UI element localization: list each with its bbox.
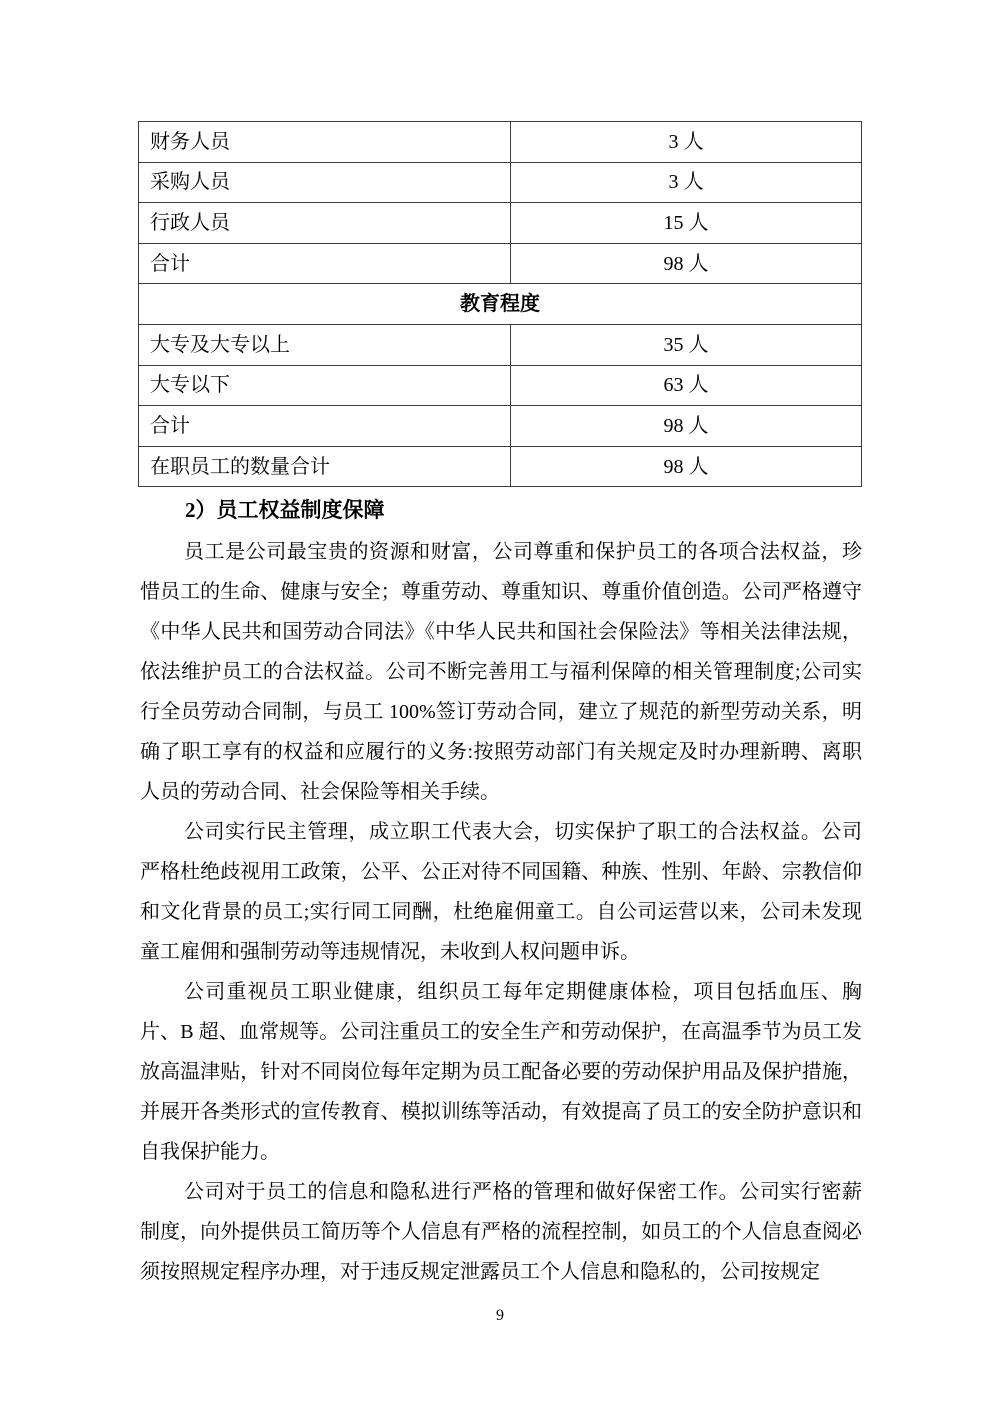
table-cell-label: 在职员工的数量合计 bbox=[139, 446, 511, 487]
body-paragraph: 公司对于员工的信息和隐私进行严格的管理和做好保密工作。公司实行密薪制度，向外提供员工简历等个人信息有严格的流程控制，如员工的个人信息查阅必须按照规定程序办理，对于违反规定泄露员工个人信息和隐私的，公司按规定 bbox=[140, 1181, 862, 1283]
table-cell-value: 15 人 bbox=[511, 203, 862, 244]
table-row bbox=[139, 203, 862, 244]
table-row bbox=[139, 243, 862, 284]
table-row bbox=[139, 162, 862, 203]
table-header-row bbox=[139, 284, 862, 325]
employee-rights-section bbox=[140, 488, 862, 1292]
table-cell-label: 大专以下 bbox=[139, 365, 511, 406]
employee-stats-table-body bbox=[139, 122, 862, 487]
table-row bbox=[139, 365, 862, 406]
table-row bbox=[139, 324, 862, 365]
table-cell-value: 63 人 bbox=[511, 365, 862, 406]
table-section-header-cell: 教育程度 bbox=[139, 284, 862, 325]
table-cell-label: 采购人员 bbox=[139, 162, 511, 203]
table-cell-label: 合计 bbox=[139, 406, 511, 447]
body-paragraph: 公司实行民主管理，成立职工代表大会，切实保护了职工的合法权益。公司严格杜绝歧视用工政策，公平、公正对待不同国籍、种族、性别、年龄、宗教信仰和文化背景的员工;实行同工同酬，杜绝雇佣童工。自公司运营以来，公司未发现童工雇佣和强制劳动等违规情况，未收到人权问题申诉。 bbox=[140, 821, 862, 963]
table-cell-label: 行政人员 bbox=[139, 203, 511, 244]
table-cell-value: 3 人 bbox=[511, 122, 862, 163]
table-cell-value: 3 人 bbox=[511, 162, 862, 203]
body-paragraph: 公司重视员工职业健康，组织员工每年定期健康体检，项目包括血压、胸片、B 超、血常规等。公司注重员工的安全生产和劳动保护，在高温季节为员工发放高温津贴，针对不同岗位每年定期为员工配备必要的劳动保护用品及保护措施，并展开各类形式的宣传教育、模拟训练等活动，有效提高了员工的安全防护意识和自我保护能力。 bbox=[140, 981, 862, 1163]
paragraphs-container bbox=[140, 532, 862, 1292]
table-row bbox=[139, 122, 862, 163]
table-cell-value: 98 人 bbox=[511, 406, 862, 447]
table-cell-label: 大专及大专以上 bbox=[139, 324, 511, 365]
table-row bbox=[139, 406, 862, 447]
page-number: 9 bbox=[496, 1307, 504, 1324]
table-cell-value: 98 人 bbox=[511, 446, 862, 487]
table-cell-label: 财务人员 bbox=[139, 122, 511, 163]
body-paragraph: 员工是公司最宝贵的资源和财富，公司尊重和保护员工的各项合法权益，珍惜员工的生命、健康与安全；尊重劳动、尊重知识、尊重价值创造。公司严格遵守《中华人民共和国劳动合同法》《中华人民共和国社会保险法》等相关法律法规，依法维护员工的合法权益。公司不断完善用工与福利保障的相关管理制度;公司实行全员劳动合同制，与员工 100%签订劳动合同，建立了规范的新型劳动关系，明确了职工享有的权益和应履行的义务:按照劳动部门有关规定及时办理新聘、离职人员的劳动合同、社会保险等相关手续。 bbox=[140, 541, 862, 803]
section-heading: 2）员工权益制度保障 bbox=[185, 498, 385, 522]
table-cell-value: 98 人 bbox=[511, 243, 862, 284]
table-cell-value: 35 人 bbox=[511, 324, 862, 365]
table-cell-label: 合计 bbox=[139, 243, 511, 284]
table-row bbox=[139, 446, 862, 487]
employee-stats-table bbox=[138, 121, 862, 487]
